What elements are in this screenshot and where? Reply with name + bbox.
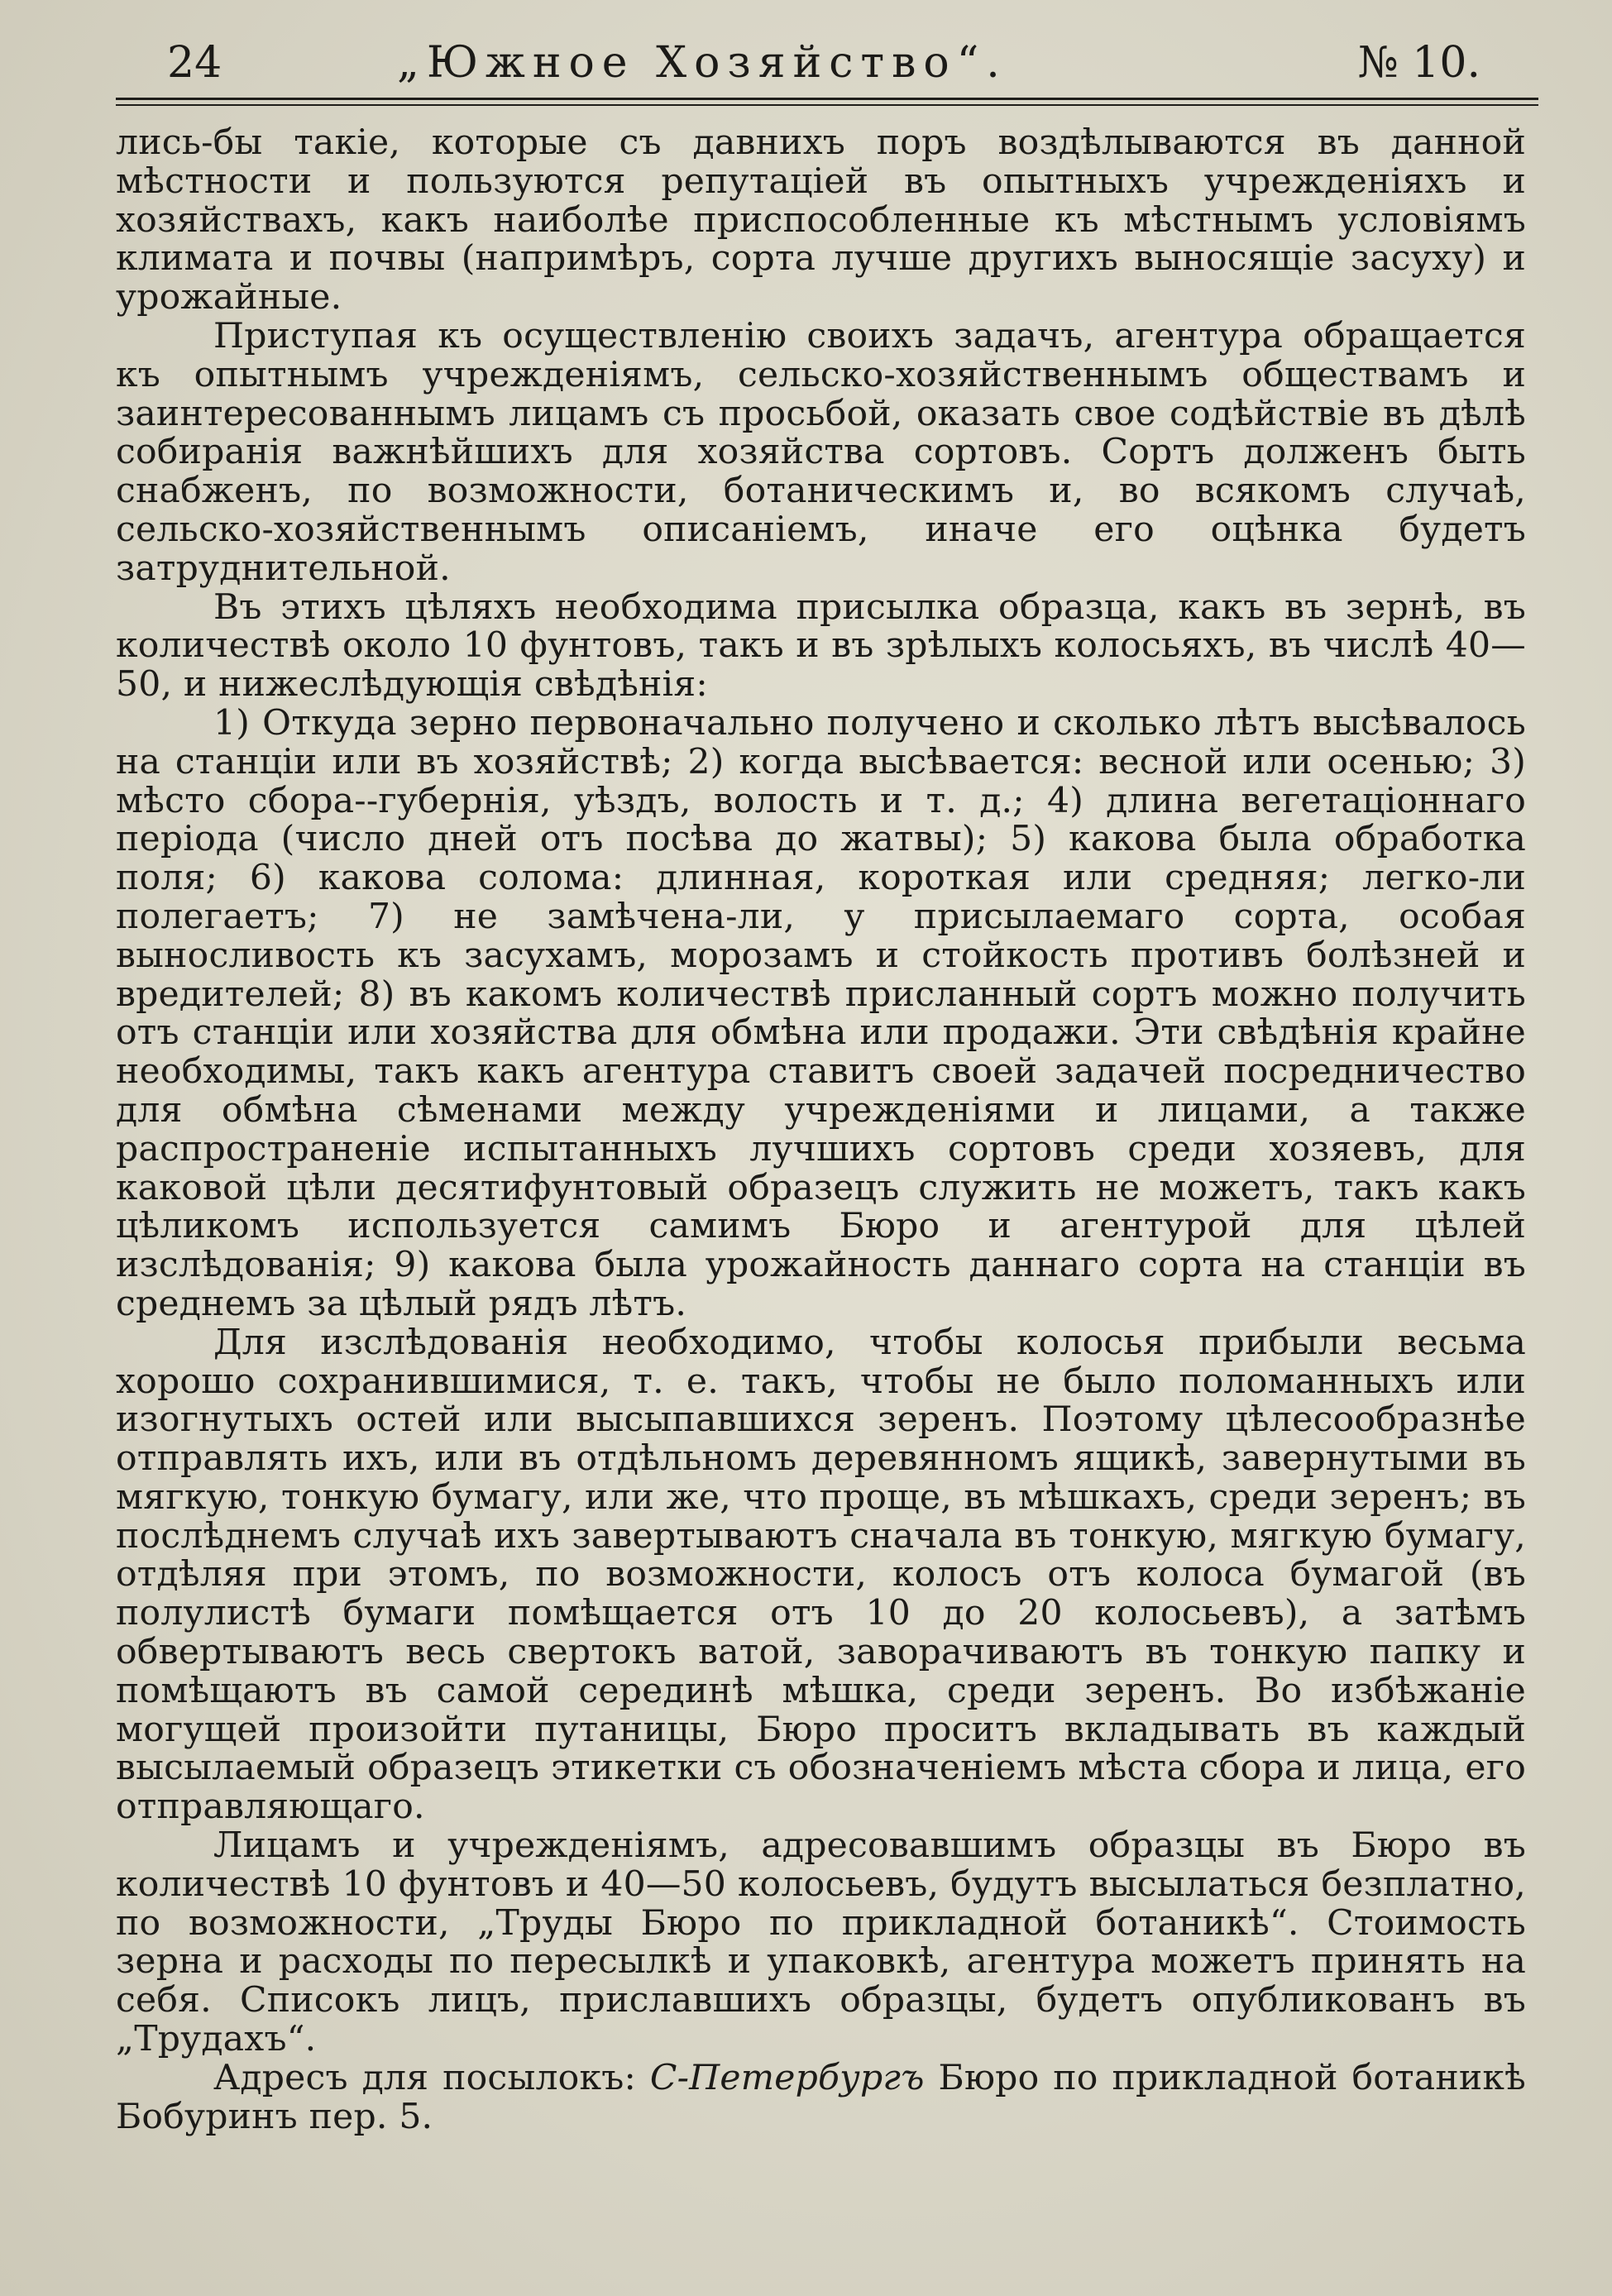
paragraph-sample-request: Въ этихъ цѣляхъ необходима присылка образца, какъ въ зернѣ, въ количествѣ около 10 фунтовъ, такъ и въ зрѣлыхъ колосьяхъ, въ числѣ 40—50, и нижеслѣдующія свѣдѣнія: (116, 586, 1526, 706)
paragraph-address (116, 2059, 1526, 2137)
address-label: Адресъ для посылокъ: (213, 2057, 650, 2098)
running-header (116, 30, 1538, 96)
paragraph-free-publications: Лицамъ и учрежденіямъ, адресовавшимъ образцы въ Бюро въ количествѣ 10 фунтовъ и 40—50 колосьевъ, будутъ высылаться безплатно, по возможности, „Труды Бюро по прикладной ботаникѣ“. Стоимость зерна и расходы по пересылкѣ и упаковкѣ, агентура можетъ принять на себя. Списокъ лицъ, приславшихъ образцы, будетъ опубликованъ въ „Трудахъ“. (116, 1825, 1526, 2060)
paragraph-continuation: лись-бы такіе, которые съ давнихъ поръ воздѣлываются въ данной мѣстности и пользуются репутаціей въ опытныхъ учрежденіяхъ и хозяйствахъ, какъ наиболѣе приспособленные къ мѣстнымъ условіямъ климата и почвы (напримѣръ, сорта лучше другихъ выносящіе засуху) и урожайные. (116, 122, 1526, 318)
address-city: С-Петербургъ (649, 2057, 925, 2098)
paragraph-required-info: 1) Откуда зерно первоначально получено и сколько лѣтъ высѣвалось на станціи или въ хозяйствѣ; 2) когда высѣвается: весной или осенью; 3) мѣсто сбора--губернія, уѣздъ, волость и т. д.; 4) длина вегетаціоннаго періода (число дней отъ посѣва до жатвы); 5) какова была обработка поля; 6) какова солома: длинная, короткая или средняя; легко-ли полегаетъ; 7) не замѣчена-ли, у присылаемаго сорта, особая выносливость къ засухамъ, морозамъ и стойкость противъ болѣзней и вредителей; 8) въ какомъ количествѣ присланный сортъ можно получить отъ станціи или хозяйства для обмѣна или продажи. Эти свѣдѣнія крайне необходимы, такъ какъ агентура ставитъ своей задачей посредничество для обмѣна сѣменами между учрежденіями и лицами, а также распространеніе испытанныхъ лучшихъ сортовъ среди хозяевъ, для каковой цѣли десятифунтовый образецъ служить не можетъ, такъ какъ цѣликомъ используется самимъ Бюро и агентурой для цѣлей изслѣдованія; 9) какова была урожайность даннаго сорта на станціи въ среднемъ за цѣлый рядъ лѣтъ. (116, 702, 1526, 1324)
journal-title: „Южное Хозяйство“. (397, 38, 1007, 88)
paragraph-packing-instructions: Для изслѣдованія необходимо, чтобы колосья прибыли весьма хорошо сохранившимися, т. е. такъ, чтобы не было поломанныхъ или изогнутыхъ остей или высыпавшихся зеренъ. Поэтому цѣлесообразнѣе отправлять ихъ, или въ отдѣльномъ деревянномъ ящикѣ, завернутыми въ мягкую, тонкую бумагу, или же, что проще, въ мѣшкахъ, среди зеренъ; въ послѣднемъ случаѣ ихъ завертываютъ сначала въ тонкую, мягкую бумагу, отдѣляя при этомъ, по возможности, колосъ отъ колоса бумагой (въ полулистѣ бумаги помѣщается отъ 10 до 20 колосьевъ), а затѣмъ обвертываютъ весь свертокъ ватой, заворачиваютъ въ тонкую папку и помѣщаютъ въ самой серединѣ мѣшка, среди зеренъ. Во избѣжаніе могущей произойти путаницы, Бюро проситъ вкладывать въ каждый высылаемый образецъ этикетки съ обозначеніемъ мѣста сбора и лица, его отправляющаго. (116, 1322, 1526, 1828)
header-rule-bottom (116, 104, 1538, 106)
issue-number: № 10. (1357, 38, 1480, 88)
address-details: Бюро по прикладной ботаникѣ Бобуринъ пер. 5. (116, 2057, 1526, 2137)
header-rule-top (116, 98, 1538, 100)
paragraph-agency-tasks: Приступая къ осуществленію своихъ задачъ, агентура обращается къ опытнымъ учрежденіямъ, сельско-хозяйственнымъ обществамъ и заинтересованнымъ лицамъ съ просьбой, оказать свое содѣйствіе въ дѣлѣ собиранія важнѣйшихъ для хозяйства сортовъ. Сортъ долженъ быть снабженъ, по возможности, ботаническимъ и, во всякомъ случаѣ, сельско-хозяйственнымъ описаніемъ, иначе его оцѣнка будетъ затруднительной. (116, 315, 1526, 589)
article-body (116, 124, 1526, 2136)
page-number: 24 (167, 38, 222, 88)
